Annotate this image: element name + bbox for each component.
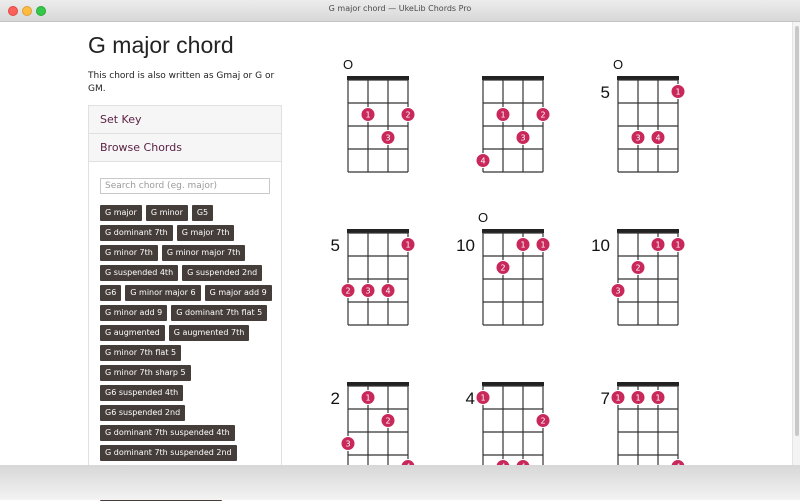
chord-link-button[interactable]: G dominant 7th suspended 2nd — [100, 445, 237, 461]
chord-link-button[interactable]: G minor 7th sharp 5 — [100, 365, 191, 381]
finger-dot — [476, 154, 490, 168]
finger-number: 1 — [520, 240, 526, 250]
chord-nut — [482, 382, 544, 386]
finger-dot — [516, 131, 530, 145]
finger-number: 1 — [365, 110, 371, 120]
chord-diagram[interactable] — [580, 210, 690, 330]
chord-diagram[interactable] — [310, 210, 420, 330]
open-string-marker: O — [477, 210, 489, 225]
finger-dot — [361, 391, 375, 405]
finger-dot — [536, 238, 550, 252]
finger-dot — [651, 391, 665, 405]
finger-dot — [401, 238, 415, 252]
chord-link-button[interactable]: G major — [100, 205, 142, 221]
finger-number: 3 — [345, 439, 351, 449]
chord-link-button[interactable]: G augmented 7th — [169, 325, 250, 341]
starting-fret-label: 10 — [591, 236, 610, 255]
chord-link-button[interactable]: G suspended 4th — [100, 265, 178, 281]
finger-dot — [381, 284, 395, 298]
finger-number: 3 — [365, 286, 371, 296]
finger-dot — [341, 437, 355, 451]
chord-nut — [482, 229, 544, 233]
chord-link-button[interactable]: G major add 9 — [205, 285, 272, 301]
finger-number: 4 — [480, 156, 486, 166]
page-description: This chord is also written as Gmaj or G or GM. — [88, 71, 275, 94]
chord-diagram[interactable] — [445, 210, 555, 330]
finger-number: 1 — [655, 393, 661, 403]
finger-dot — [496, 108, 510, 122]
chord-link-button[interactable]: G minor — [146, 205, 188, 221]
finger-dot — [671, 238, 685, 252]
finger-dot — [631, 131, 645, 145]
open-string-marker: O — [342, 57, 354, 72]
chord-fretboard — [445, 210, 555, 330]
chord-nut — [617, 382, 679, 386]
main-content — [0, 22, 800, 465]
finger-dot — [341, 284, 355, 298]
chord-diagram[interactable] — [580, 57, 690, 177]
chord-nut — [347, 229, 409, 233]
chord-fretboard — [580, 57, 690, 177]
finger-dot — [611, 391, 625, 405]
finger-dot — [536, 108, 550, 122]
window-titlebar — [0, 0, 800, 22]
chord-link-button[interactable]: G dominant 7th — [100, 225, 173, 241]
chord-link-button[interactable]: G6 — [100, 285, 121, 301]
finger-dot — [631, 391, 645, 405]
finger-dot — [651, 131, 665, 145]
finger-number: 2 — [540, 110, 546, 120]
chord-link-button[interactable]: G minor add 9 — [100, 305, 167, 321]
finger-dot — [381, 414, 395, 428]
chord-link-button[interactable]: G dominant 7th flat 5 — [171, 305, 267, 321]
finger-dot — [536, 414, 550, 428]
finger-number: 2 — [500, 263, 506, 273]
chord-search-input[interactable] — [100, 178, 270, 194]
chord-link-button[interactable]: G6 suspended 2nd — [100, 405, 185, 421]
finger-number: 2 — [405, 110, 411, 120]
sidebar-panel — [88, 105, 282, 475]
chord-link-button[interactable]: G major 7th — [177, 225, 235, 241]
finger-dot — [631, 261, 645, 275]
finger-dot — [361, 108, 375, 122]
chord-fretboard — [445, 57, 555, 177]
finger-number: 1 — [675, 87, 681, 97]
finger-number: 1 — [405, 240, 411, 250]
finger-dot — [651, 238, 665, 252]
chord-fretboard — [310, 57, 420, 177]
finger-dot — [401, 108, 415, 122]
finger-number: 2 — [385, 416, 391, 426]
finger-number: 2 — [635, 263, 641, 273]
finger-dot — [516, 238, 530, 252]
vertical-scrollbar[interactable] — [792, 22, 800, 465]
finger-dot — [611, 284, 625, 298]
finger-number: 1 — [365, 393, 371, 403]
finger-number: 1 — [655, 240, 661, 250]
starting-fret-label: 5 — [330, 236, 340, 255]
finger-number: 3 — [615, 286, 621, 296]
chord-link-button[interactable]: G augmented — [100, 325, 165, 341]
starting-fret-label: 7 — [600, 389, 610, 408]
chord-link-button[interactable]: G5 — [192, 205, 213, 221]
chord-link-button[interactable]: G suspended 2nd — [182, 265, 262, 281]
chord-fretboard — [580, 210, 690, 330]
chord-fretboard — [310, 210, 420, 330]
starting-fret-label: 5 — [600, 83, 610, 102]
finger-dot — [496, 261, 510, 275]
finger-number: 1 — [500, 110, 506, 120]
scrollbar-thumb[interactable] — [795, 26, 799, 436]
finger-number: 4 — [655, 133, 661, 143]
browse-chords-body — [89, 162, 281, 501]
finger-dot — [476, 391, 490, 405]
finger-number: 1 — [635, 393, 641, 403]
finger-number: 4 — [385, 286, 391, 296]
finger-number: 1 — [540, 240, 546, 250]
chord-link-button[interactable]: G minor major 7th — [162, 245, 246, 261]
finger-dot — [381, 131, 395, 145]
finger-dot — [671, 85, 685, 99]
finger-number: 2 — [345, 286, 351, 296]
finger-number: 1 — [480, 393, 486, 403]
finger-dot — [361, 284, 375, 298]
chord-diagram[interactable] — [445, 57, 555, 177]
set-key-header[interactable]: Set Key — [89, 106, 281, 134]
chord-link-button[interactable]: G dominant 7th suspended 4th — [100, 425, 235, 441]
chord-diagram-grid — [300, 32, 780, 472]
browse-chords-header[interactable]: Browse Chords — [89, 134, 281, 162]
finger-number: 3 — [635, 133, 641, 143]
chord-nut — [347, 382, 409, 386]
chord-link-button[interactable]: G6 suspended 4th — [100, 385, 183, 401]
chord-diagram[interactable] — [310, 57, 420, 177]
finger-number: 3 — [385, 133, 391, 143]
starting-fret-label: 10 — [456, 236, 475, 255]
finger-number: 1 — [675, 240, 681, 250]
window-title: G major chord — UkeLib Chords Pro — [328, 4, 472, 13]
page-title: G major chord — [88, 32, 234, 58]
chord-link-button[interactable]: G minor 7th — [100, 245, 158, 261]
desktop-background — [0, 465, 800, 500]
chord-link-list — [100, 205, 272, 501]
open-string-marker: O — [612, 57, 624, 72]
finger-number: 2 — [540, 416, 546, 426]
chord-link-button[interactable]: G minor major 6 — [125, 285, 200, 301]
starting-fret-label: 2 — [330, 389, 340, 408]
starting-fret-label: 4 — [465, 389, 475, 408]
finger-number: 1 — [615, 393, 621, 403]
finger-number: 3 — [520, 133, 526, 143]
chord-nut — [617, 229, 679, 233]
chord-link-button[interactable]: G minor 7th flat 5 — [100, 345, 181, 361]
